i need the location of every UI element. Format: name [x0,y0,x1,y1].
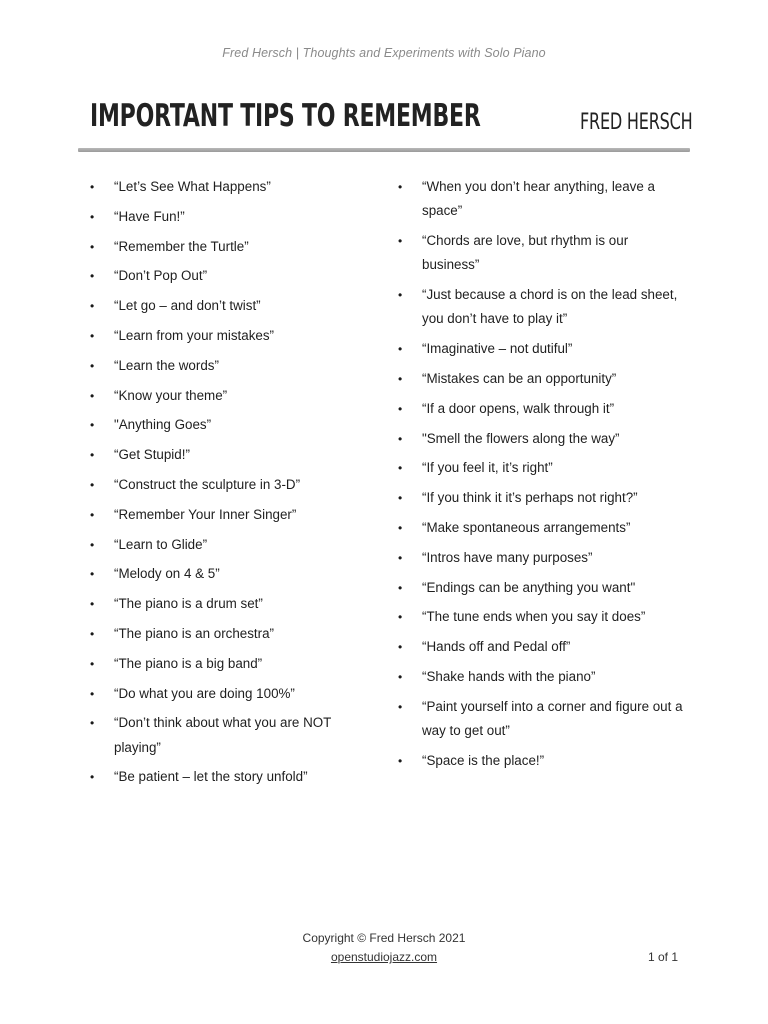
bullet-icon: • [398,342,403,357]
tip-list-item [398,175,683,224]
tip-text: “Endings can be anything you want" [422,579,636,595]
tip-text: “Paint yourself into a corner and figure out a way to get out” [422,698,683,739]
bullet-icon: • [90,770,95,785]
tip-list-item [90,682,360,706]
tip-text: “When you don’t hear anything, leave a space” [422,179,655,219]
page-number: 1 of 1 [647,950,678,964]
bullet-icon: • [398,550,403,565]
tip-list-item [398,605,683,629]
bullet-icon: • [90,299,95,314]
bullet-icon: • [90,239,95,254]
bullet-icon: • [398,372,403,387]
author-name: FRED HERSCH [580,110,693,135]
tip-text: “The tune ends when you say it does” [422,609,646,625]
tip-text: “Construct the sculpture in 3-D” [114,476,301,492]
tip-list-item [398,229,683,278]
tip-list-item [90,324,360,348]
tip-text: “The piano is an orchestra” [114,625,275,641]
tip-list-item [398,576,683,600]
tip-list-item [398,397,683,421]
tip-text: “Don’t Pop Out” [114,268,208,284]
bullet-icon: • [90,418,95,433]
tip-list-item [90,413,360,437]
tip-text: “Remember Your Inner Singer” [114,506,297,522]
bullet-icon: • [90,358,95,373]
tip-text: “Just because a chord is on the lead sheet, you don’t have to play it” [422,287,678,327]
tip-list-item [398,695,683,744]
bullet-icon: • [398,288,403,303]
tip-list-item [90,354,360,378]
tip-text: “Learn to Glide” [114,536,208,552]
tip-list-item [398,337,683,361]
page-title: IMPORTANT TIPS TO REMEMBER [90,98,481,134]
tip-list-item [90,205,360,229]
bullet-icon: • [90,209,95,224]
tip-list-item [398,283,683,332]
tip-text: “Do what you are doing 100%” [114,685,295,701]
bullet-icon: • [398,670,403,685]
tip-text: “Space is the place!” [422,752,545,768]
tip-text: “Learn from your mistakes” [114,327,274,343]
title-divider [78,148,690,152]
tip-list-item [90,533,360,557]
tip-list-item [398,427,683,451]
bullet-icon: • [90,328,95,343]
tip-list-item [398,367,683,391]
bullet-icon: • [90,686,95,701]
tip-text: “Make spontaneous arrangements” [422,520,631,536]
tip-list-item [398,486,683,510]
tip-text: “Know your theme” [114,387,228,403]
tip-text: “Let’s See What Happens” [114,179,271,194]
tips-list-right [398,175,683,779]
bullet-icon: • [90,626,95,641]
tip-text: “Be patient – let the story unfold” [114,769,308,785]
tip-list-item [90,294,360,318]
bullet-icon: • [90,388,95,403]
bullet-icon: • [398,461,403,476]
tip-text: “If a door opens, walk through it” [422,400,615,416]
tip-text: “The piano is a big band” [114,655,263,671]
tip-text: "Anything Goes” [114,417,212,433]
tip-list-item [90,473,360,497]
tip-list-item [398,456,683,480]
bullet-icon: • [398,521,403,536]
bullet-icon: • [398,580,403,595]
tip-list-item [398,665,683,689]
bullet-icon: • [398,699,403,714]
bullet-icon: • [90,716,95,731]
tip-list-item [398,635,683,659]
tip-list-item [398,516,683,540]
tip-list-item [90,622,360,646]
tip-text: “Let go – and don’t twist” [114,298,261,314]
bullet-icon: • [90,537,95,552]
tip-list-item [90,264,360,288]
tip-text: “Mistakes can be an opportunity” [422,371,617,387]
bullet-icon: • [398,491,403,506]
bullet-icon: • [90,597,95,612]
bullet-icon: • [90,448,95,463]
tip-list-item [90,503,360,527]
tip-text: “Hands off and Pedal off” [422,639,571,655]
tip-list-item [398,546,683,570]
tip-list-item [90,235,360,259]
tip-text: “Get Stupid!” [114,447,190,463]
bullet-icon: • [398,431,403,446]
bullet-icon: • [398,610,403,625]
bullet-icon: • [398,401,403,416]
bullet-icon: • [398,753,403,768]
tip-text: “Don’t think about what you are NOT playing” [114,715,332,755]
tip-text: "Smell the flowers along the way” [422,430,620,446]
tip-text: “The piano is a drum set” [114,596,263,612]
tip-text: “If you feel it, it’s right” [422,460,553,476]
tip-list-item [90,443,360,467]
tip-text: “Shake hands with the piano” [422,669,596,685]
tip-text: “If you think it it’s perhaps not right?” [422,490,638,506]
tip-list-item [90,384,360,408]
tip-text: “Learn the words” [114,357,219,373]
tip-list-item [90,175,360,199]
website-link[interactable]: openstudiojazz.com [330,950,438,964]
bullet-icon: • [398,234,403,249]
bullet-icon: • [398,640,403,655]
tip-list-item [90,652,360,676]
tip-list-item [398,749,683,773]
tips-list-left [90,175,360,795]
bullet-icon: • [90,269,95,284]
tip-list-item [90,765,360,789]
bullet-icon: • [90,567,95,582]
bullet-icon: • [398,180,403,194]
tip-text: “Remember the Turtle” [114,238,249,254]
bullet-icon: • [90,180,95,194]
bullet-icon: • [90,507,95,522]
bullet-icon: • [90,656,95,671]
footer-copyright: Copyright © Fred Hersch 2021 [302,931,466,945]
tip-text: “Have Fun!” [114,208,185,224]
bullet-icon: • [90,477,95,492]
tip-list-item [90,562,360,586]
tip-text: “Intros have many purposes” [422,549,593,565]
tip-text: “Imaginative – not dutiful” [422,341,573,357]
tip-text: “Melody on 4 & 5” [114,566,220,582]
tip-list-item [90,711,360,760]
tip-list-item [90,592,360,616]
tip-text: “Chords are love, but rhythm is our business” [422,233,629,273]
running-header: Fred Hersch | Thoughts and Experiments with Solo Piano [222,46,546,60]
